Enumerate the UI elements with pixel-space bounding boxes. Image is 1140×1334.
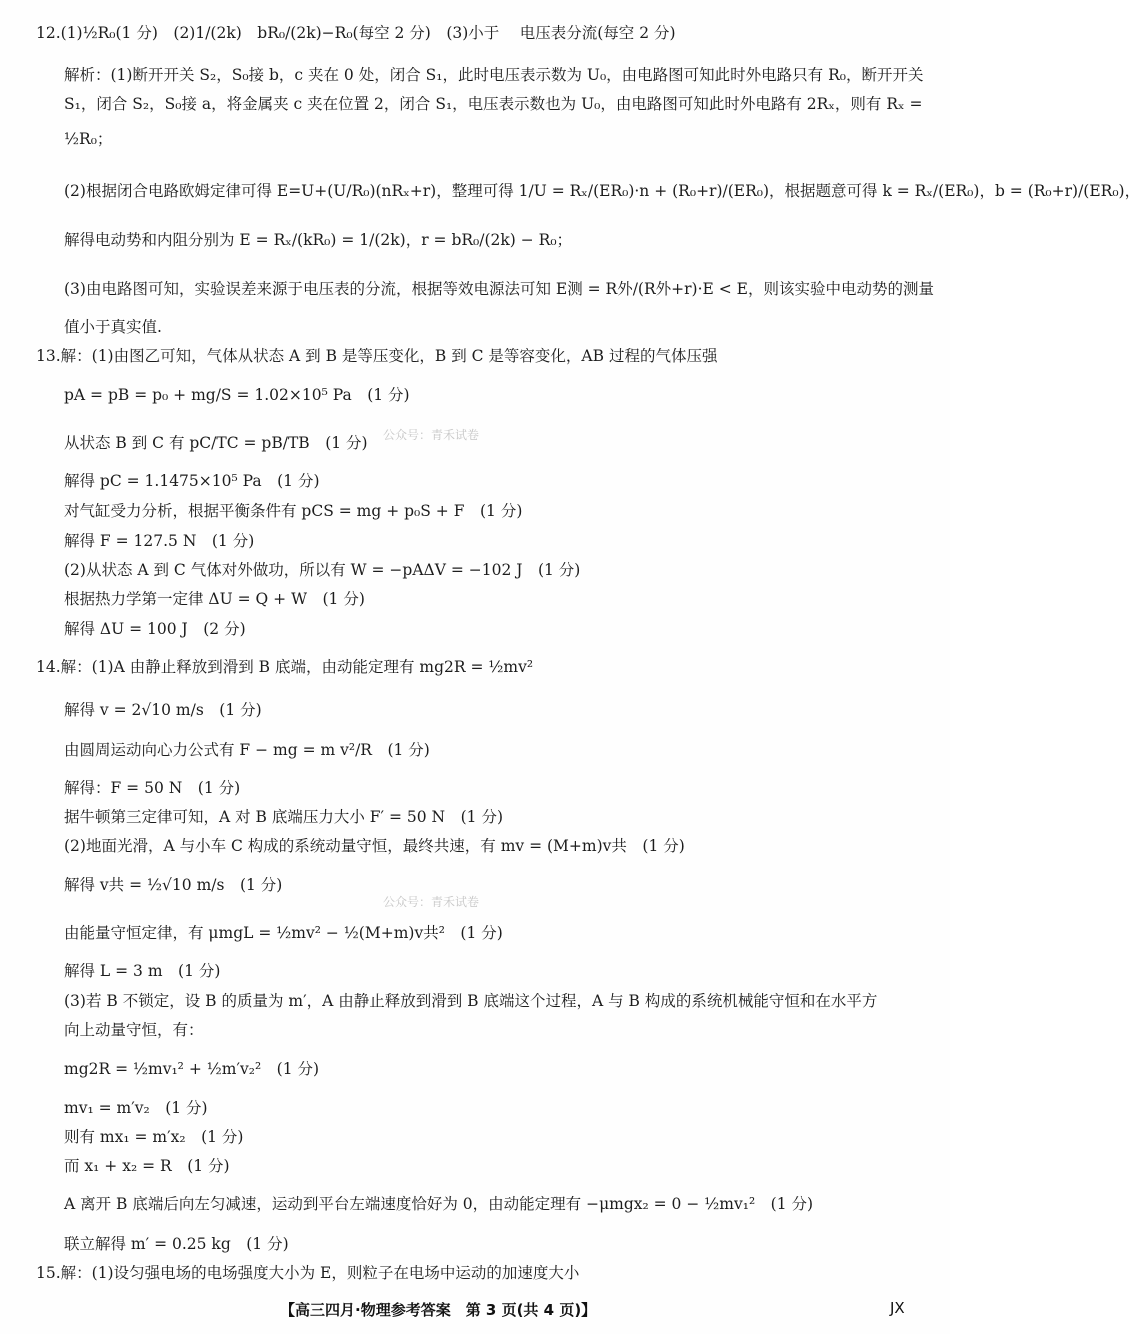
q14-answer: 向上动量守恒，有： (64, 1021, 204, 1039)
q14-answer: mv₁ = m′v₂ (1 分) (64, 1099, 208, 1117)
q14-answer: mg2R = ½mv₁² + ½m′v₂² (1 分) (64, 1060, 320, 1078)
q13-answer: 根据热力学第一定律 ΔU = Q + W (1 分) (64, 590, 365, 608)
q12-answer: 12.(1)½R₀(1 分) (2)1/(2k) bR₀/(2k)−R₀(每空 2 分) (3)小于 电压表分流(每空 2 分) (36, 24, 676, 42)
q13-answer: 从状态 B 到 C 有 pC/TC = pB/TB (1 分) (64, 434, 368, 452)
q13-answer: 13.解：(1)由图乙可知，气体从状态 A 到 B 是等压变化，B 到 C 是等容变化，AB 过程的气体压强 (36, 347, 718, 365)
footer-code: JX (890, 1299, 905, 1317)
page-footer: 【高三四月·物理参考答案 第 3 页(共 4 页)】 (280, 1301, 597, 1319)
q14-answer: (3)若 B 不锁定，设 B 的质量为 m′，A 由静止释放到滑到 B 底端这个过程，A 与 B 构成的系统机械能守恒和在水平方 (64, 992, 878, 1010)
q12-explanation: S₁，闭合 S₂，S₀接 a，将金属夹 c 夹在位置 2，闭合 S₁，电压表示数也为 U₀，由电路图可知此时外电路有 2Rₓ，则有 Rₓ = (64, 95, 923, 113)
q14-answer: 解得 L = 3 m (1 分) (64, 962, 221, 980)
watermark: 公众号：青禾试卷 (383, 895, 480, 909)
q14-answer: 由圆周运动向心力公式有 F − mg = m v²/R (1 分) (64, 741, 430, 759)
watermark: 公众号：青禾试卷 (383, 428, 480, 442)
q14-answer: 而 x₁ + x₂ = R (1 分) (64, 1157, 230, 1175)
q12-explanation: (3)由电路图可知，实验误差来源于电压表的分流，根据等效电源法可知 E测 = R外/(R外+r)·E < E，则该实验中电动势的测量 (64, 280, 934, 298)
q14-answer: 解得 v共 = ½√10 m/s (1 分) (64, 876, 283, 894)
q12-explanation: 解析：(1)断开开关 S₂，S₀接 b，c 夹在 0 处，闭合 S₁，此时电压表示数为 U₀，由电路图可知此时外电路只有 R₀，断开开关 (64, 66, 924, 84)
q13-answer: 解得 pC = 1.1475×10⁵ Pa (1 分) (64, 472, 320, 490)
q14-answer: (2)地面光滑，A 与小车 C 构成的系统动量守恒，最终共速，有 mv = (M+m)v共 (1 分) (64, 837, 685, 855)
q14-answer: 由能量守恒定律，有 μmgL = ½mv² − ½(M+m)v共² (1 分) (64, 924, 503, 942)
q15-answer: 15.解：(1)设匀强电场的电场强度大小为 E，则粒子在电场中运动的加速度大小 (36, 1264, 580, 1282)
q14-answer: 解得 v = 2√10 m/s (1 分) (64, 701, 262, 719)
q13-answer: 对气缸受力分析，根据平衡条件有 pCS = mg + p₀S + F (1 分) (64, 502, 523, 520)
q13-answer: 解得 F = 127.5 N (1 分) (64, 532, 255, 550)
q12-explanation: 解得电动势和内阻分别为 E = Rₓ/(kR₀) = 1/(2k)，r = bR₀/(2k) − R₀； (64, 231, 573, 249)
q13-answer: 解得 ΔU = 100 J (2 分) (64, 620, 246, 638)
q12-explanation: (2)根据闭合电路欧姆定律可得 E=U+(U/R₀)(nRₓ+r)，整理可得 1/U = Rₓ/(ER₀)·n + (R₀+r)/(ER₀)，根据题意可得 k = Rₓ/(ER₀)，b = (R₀+r)/(ER₀)， (64, 182, 1140, 200)
q13-answer: pA = pB = p₀ + mg/S = 1.02×10⁵ Pa (1 分) (64, 386, 410, 404)
q13-answer: (2)从状态 A 到 C 气体对外做功，所以有 W = −pAΔV = −102 J (1 分) (64, 561, 581, 579)
q14-answer: 14.解：(1)A 由静止释放到滑到 B 底端，由动能定理有 mg2R = ½mv² (36, 658, 534, 676)
q12-explanation: 值小于真实值. (64, 318, 162, 336)
q14-answer: 据牛顿第三定律可知，A 对 B 底端压力大小 F′ = 50 N (1 分) (64, 808, 504, 826)
q12-explanation: ½R₀； (64, 130, 113, 148)
q14-answer: 解得：F = 50 N (1 分) (64, 779, 241, 797)
q14-answer: 则有 mx₁ = m′x₂ (1 分) (64, 1128, 244, 1146)
q14-answer: A 离开 B 底端后向左匀减速，运动到平台左端速度恰好为 0，由动能定理有 −μmgx₂ = 0 − ½mv₁² (1 分) (64, 1195, 814, 1213)
q14-answer: 联立解得 m′ = 0.25 kg (1 分) (64, 1235, 289, 1253)
